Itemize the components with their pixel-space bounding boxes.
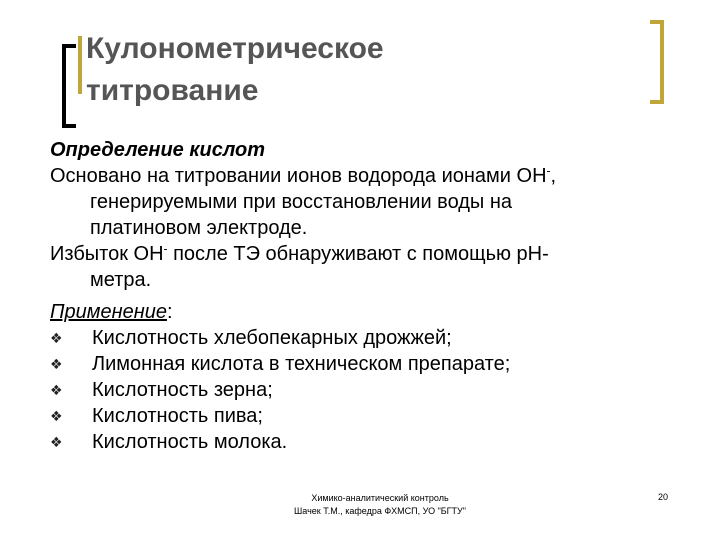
paragraph2-line1 xyxy=(50,241,670,267)
paragraph1-line1 xyxy=(50,163,670,189)
footer-line1: Химико-аналитический контроль xyxy=(311,493,449,503)
diamond-bullet-icon: ❖ xyxy=(50,330,63,346)
paragraph2-text-b: после ТЭ обнаруживают с помощью pH- xyxy=(167,243,549,265)
application-colon: : xyxy=(166,301,173,323)
list-item-text: Кислотность хлебопекарных дрожжей; xyxy=(92,327,452,349)
list-item xyxy=(50,429,670,455)
application-list xyxy=(50,325,670,455)
list-item xyxy=(50,377,670,403)
diamond-bullet-icon: ❖ xyxy=(50,356,63,372)
left-gold-bar-decoration xyxy=(78,36,82,94)
slide-footer xyxy=(280,492,480,518)
list-item xyxy=(50,403,670,429)
page-number: 20 xyxy=(658,492,669,502)
paragraph1-line2: генерируемыми при восстановлении воды на xyxy=(90,191,513,213)
paragraph1-text: Основано на титровании ионов водорода ионами OH xyxy=(50,165,547,187)
slide-content xyxy=(50,137,670,455)
list-item-text: Кислотность молока. xyxy=(92,431,288,453)
diamond-bullet-icon: ❖ xyxy=(50,382,63,398)
paragraph2-line2: метра. xyxy=(90,269,152,291)
superscript-minus: - xyxy=(163,241,168,256)
slide-title-line2: титрование xyxy=(86,74,259,107)
paragraph1-line3: платиновом электроде. xyxy=(90,217,308,239)
footer-line2: Шачек Т.М., кафедра ФХМСП, УО "БГТУ" xyxy=(294,506,466,516)
application-label: Применение xyxy=(50,301,167,323)
list-item-text: Кислотность зерна; xyxy=(92,379,273,401)
list-item xyxy=(50,325,670,351)
right-bracket-decoration xyxy=(650,20,664,104)
diamond-bullet-icon: ❖ xyxy=(50,408,63,424)
slide-title xyxy=(86,28,384,112)
list-item-text: Лимонная кислота в техническом препарате; xyxy=(92,353,511,375)
list-item-text: Кислотность пива; xyxy=(92,405,263,427)
paragraph2-text-a: Избыток OH xyxy=(50,243,164,265)
slide-title-line1: Кулонометрическое xyxy=(86,32,384,65)
list-item xyxy=(50,351,670,377)
paragraph1-comma: , xyxy=(550,165,557,187)
section-heading-acids: Определение кислот xyxy=(50,139,266,161)
section-heading-application xyxy=(50,299,670,325)
superscript-minus: - xyxy=(546,163,551,178)
diamond-bullet-icon: ❖ xyxy=(50,434,63,450)
left-bracket-decoration xyxy=(62,44,76,128)
